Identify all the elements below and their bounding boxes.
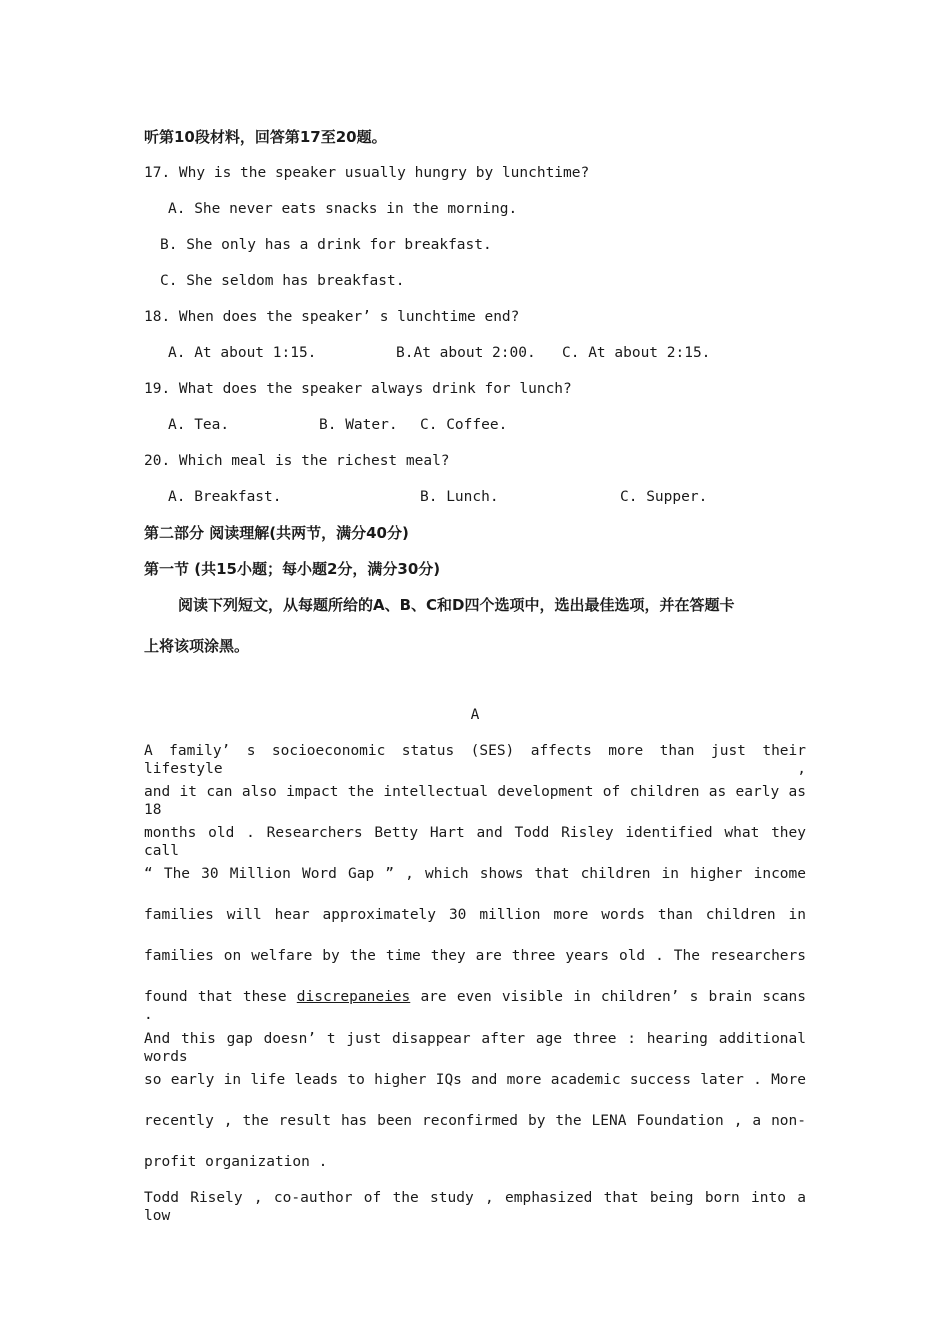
passage-line: and it can also impact the intellectual development of children as early as 18: [144, 784, 806, 818]
q18-option-c: C. At about 2:15.: [562, 345, 711, 361]
question-17: 17. Why is the speaker usually hungry by lunchtime?: [144, 165, 590, 181]
passage-line: families will hear approximately 30 million more words than children in: [144, 907, 806, 923]
passage-text: found that these: [144, 989, 287, 1005]
instruction-line-1: 阅读下列短文，从每题所给的A、B、C和D四个选项中，选出最佳选项，并在答题卡: [178, 596, 735, 614]
q20-option-b: B. Lunch.: [420, 489, 499, 505]
passage-line: families on welfare by the time they are three years old . The researchers: [144, 948, 806, 964]
question-19: 19. What does the speaker always drink for lunch?: [144, 381, 572, 397]
passage-line: profit organization .: [144, 1154, 328, 1170]
passage-line: “ The 30 Million Word Gap ” , which shows that children in higher income: [144, 866, 806, 882]
passage-text: are even visible in children’ s brain scans .: [144, 989, 806, 1023]
part-heading-reading: 第二部分 阅读理解(共两节，满分40分): [144, 524, 409, 542]
q17-option-a: A. She never eats snacks in the morning.: [168, 201, 518, 217]
q18-option-b: B.At about 2:00.: [396, 345, 536, 361]
passage-line: so early in life leads to higher IQs and more academic success later . More: [144, 1072, 806, 1088]
passage-line: months old . Researchers Betty Hart and Todd Risley identified what they call: [144, 825, 806, 859]
q18-option-a: A. At about 1:15.: [168, 345, 317, 361]
section-heading-listening: 听第10段材料，回答第17至20题。: [144, 128, 387, 146]
underlined-word: discrepaneies: [296, 989, 411, 1005]
passage-line: A family’ s socioeconomic status (SES) affects more than just their lifestyle ,: [144, 743, 806, 777]
section-heading-reading: 第一节 (共15小题；每小题2分，满分30分): [144, 560, 441, 578]
q19-option-b: B. Water.: [319, 417, 398, 433]
question-20: 20. Which meal is the richest meal?: [144, 453, 450, 469]
question-18: 18. When does the speaker’ s lunchtime end?: [144, 309, 520, 325]
q19-option-c: C. Coffee.: [420, 417, 508, 433]
q20-option-c: C. Supper.: [620, 489, 708, 505]
passage-label: A: [470, 707, 480, 723]
passage-line: recently , the result has been reconfirmed by the LENA Foundation , a non-: [144, 1113, 806, 1129]
q17-option-b: B. She only has a drink for breakfast.: [160, 237, 492, 253]
passage-line: [144, 988, 806, 1024]
instruction-line-2: 上将该项涂黑。: [144, 637, 250, 655]
q20-option-a: A. Breakfast.: [168, 489, 282, 505]
passage-line: And this gap doesn’ t just disappear after age three : hearing additional words: [144, 1031, 806, 1065]
q19-option-a: A. Tea.: [168, 417, 230, 433]
passage-line: Todd Risely , co-author of the study , emphasized that being born into a low: [144, 1190, 806, 1224]
q17-option-c: C. She seldom has breakfast.: [160, 273, 405, 289]
